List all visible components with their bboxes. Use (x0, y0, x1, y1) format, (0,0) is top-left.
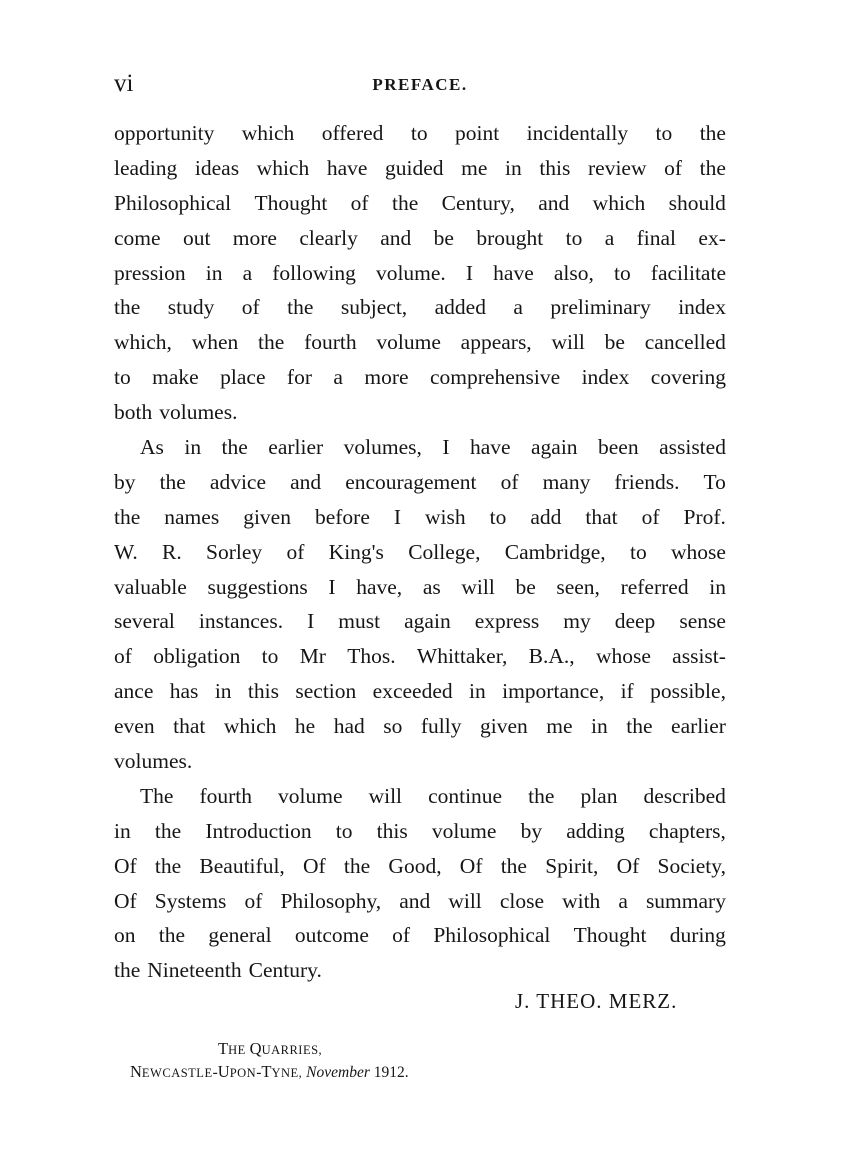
text-line (114, 116, 726, 151)
word: if (620, 679, 634, 704)
dateline-house: THE QUARRIES, (218, 1039, 323, 1058)
word: names (164, 504, 220, 529)
page-number: vi (114, 70, 134, 97)
word: should (668, 190, 726, 215)
word: volume (431, 818, 497, 843)
word: which (256, 155, 310, 180)
word: fully (420, 714, 462, 739)
word: to (335, 818, 353, 843)
word: on (114, 923, 136, 948)
word: and (399, 888, 431, 913)
word: to (629, 539, 647, 564)
word: to (261, 644, 279, 669)
word: assist- (672, 644, 726, 669)
word: seen, (556, 574, 600, 599)
word: in (184, 435, 202, 460)
word: comprehensive (430, 365, 561, 390)
word: of (664, 155, 683, 180)
text-line (114, 395, 726, 430)
word: importance, (502, 679, 605, 704)
word: in (505, 155, 522, 180)
word: to (655, 121, 673, 145)
word: Systems (154, 888, 227, 913)
running-title: PREFACE. (372, 75, 468, 94)
text-line (114, 709, 726, 744)
word: and (538, 190, 570, 215)
word: of (641, 504, 660, 529)
word: in (469, 679, 486, 704)
word: I (328, 574, 336, 599)
word: whose (595, 644, 651, 669)
word: be (604, 330, 625, 355)
word: instances. (198, 609, 284, 634)
word: will (551, 330, 585, 355)
word: continue (428, 783, 503, 808)
word: Spirit, (545, 853, 599, 878)
word: preliminary (550, 295, 651, 320)
text-line (114, 465, 726, 500)
word: before (314, 504, 370, 529)
word: in (214, 679, 232, 704)
word: the (343, 853, 371, 878)
word: As (140, 435, 164, 460)
text-line (114, 325, 726, 360)
word: pression (114, 260, 186, 285)
word: Of (114, 853, 137, 878)
word: a (618, 888, 628, 913)
word: earlier (671, 714, 726, 739)
word: added (434, 295, 486, 320)
word: encouragement (345, 469, 477, 494)
word: of (286, 539, 305, 564)
word: the (154, 818, 182, 843)
text-line (114, 256, 726, 291)
word: many (542, 469, 591, 494)
word: for (286, 365, 312, 390)
text-line (114, 814, 726, 849)
word: the (699, 155, 726, 180)
word: the (114, 958, 141, 983)
word: I (442, 435, 450, 460)
word: again (404, 609, 451, 634)
preface-body (114, 116, 726, 988)
word: out (182, 225, 211, 250)
word: volume (278, 783, 343, 808)
word: with (562, 888, 601, 913)
word: a (242, 260, 253, 285)
dateline-town: NEWCASTLE-UPON-TYNE, (130, 1062, 303, 1081)
word: volume (376, 330, 441, 355)
word: King's (328, 539, 384, 564)
word: again (531, 435, 578, 460)
word: during (669, 923, 726, 948)
word: Mr (299, 644, 326, 669)
word: appears, (460, 330, 532, 355)
word: whose (671, 539, 726, 564)
word: guided (385, 155, 444, 180)
word: section (295, 679, 357, 704)
word: as (422, 574, 441, 599)
word: Of (459, 853, 483, 878)
word: to (613, 260, 631, 285)
word: study (167, 295, 215, 320)
word: the (699, 121, 726, 145)
word: general (208, 923, 272, 948)
word: review (588, 155, 647, 180)
word: incidentally (526, 121, 629, 145)
text-line (114, 779, 726, 814)
word: a (604, 225, 615, 250)
text-line (114, 151, 726, 186)
word: following (272, 260, 356, 285)
word: this (539, 155, 571, 180)
text-line (114, 639, 726, 674)
word: more (364, 365, 409, 390)
text-line (114, 674, 726, 709)
word: the (528, 783, 555, 808)
word: Thought (573, 923, 647, 948)
word: to (114, 365, 131, 390)
word: given (479, 714, 528, 739)
word: be (515, 574, 536, 599)
word: me (546, 714, 573, 739)
word: me (461, 155, 488, 180)
word: Whittaker, (416, 644, 508, 669)
text-line (114, 849, 726, 884)
word: Philosophical (114, 190, 232, 215)
word: have (469, 435, 511, 460)
word: Nineteenth (147, 958, 242, 983)
word: Prof. (683, 504, 726, 529)
word: W. (114, 539, 138, 564)
word: brought (476, 225, 544, 250)
author-signature: J. THEO. MERZ. (515, 989, 678, 1013)
word: by (114, 469, 136, 494)
word: index (581, 365, 630, 390)
word: Introduction (205, 818, 312, 843)
word: of (350, 190, 369, 215)
word: referred (620, 574, 689, 599)
word: when (191, 330, 239, 355)
word: outcome (294, 923, 369, 948)
word: plan (580, 783, 618, 808)
word: summary (645, 888, 726, 913)
word: to (410, 121, 428, 145)
word: ideas (194, 155, 240, 180)
word: volumes. (159, 400, 238, 425)
word: both (114, 400, 153, 425)
word: facilitate (650, 260, 726, 285)
word: assisted (659, 435, 726, 460)
word: this (376, 818, 408, 843)
word: subject, (340, 295, 408, 320)
word: Of (303, 853, 326, 878)
word: the (154, 853, 182, 878)
word: deep (614, 609, 656, 634)
word: covering (650, 365, 726, 390)
word: Sorley (206, 539, 263, 564)
word: have (493, 260, 534, 285)
word: of (244, 888, 263, 913)
word: Philosophy, (280, 888, 382, 913)
word: the (500, 853, 527, 878)
text-line (114, 570, 726, 605)
dateline (130, 1038, 442, 1084)
word: to (565, 225, 583, 250)
word: more (232, 225, 277, 250)
word: so (383, 714, 403, 739)
word: which (592, 190, 646, 215)
word: I (393, 504, 402, 529)
word: will (461, 574, 495, 599)
word: in (114, 818, 131, 843)
word: have (326, 155, 368, 180)
word: the (626, 714, 653, 739)
word: which, (114, 330, 172, 355)
word: Philosophical (433, 923, 551, 948)
word: been (598, 435, 639, 460)
dateline-location (130, 1061, 442, 1084)
word: possible, (650, 679, 726, 704)
word: volume. (375, 260, 446, 285)
word: offered (321, 121, 384, 145)
word: be (433, 225, 454, 250)
word: to (489, 504, 507, 529)
word: Society, (657, 853, 726, 878)
word: To (703, 469, 726, 494)
word: that (173, 714, 206, 739)
word: Century. (248, 958, 322, 983)
word: a (513, 295, 523, 320)
word: index (678, 295, 726, 320)
text-line (114, 500, 726, 535)
text-line (114, 360, 726, 395)
word: make (152, 365, 199, 390)
word: described (643, 783, 726, 808)
word: fourth (199, 783, 253, 808)
word: which (223, 714, 277, 739)
word: in (709, 574, 726, 599)
word: place (220, 365, 266, 390)
word: ex- (698, 225, 726, 250)
word: and (290, 469, 322, 494)
word: close (499, 888, 545, 913)
word: The (140, 783, 174, 808)
word: valuable (114, 574, 187, 599)
word: B.A., (528, 644, 575, 669)
word: will (368, 783, 403, 808)
word: the (114, 295, 141, 320)
word: in (205, 260, 223, 285)
word: advice (209, 469, 267, 494)
word: chapters, (648, 818, 726, 843)
text-line (114, 744, 726, 779)
dateline-month: November (306, 1064, 370, 1081)
word: my (563, 609, 591, 634)
word: sense (679, 609, 726, 634)
word: of (241, 295, 260, 320)
word: the (158, 923, 186, 948)
word: the (258, 330, 285, 355)
word: earlier (268, 435, 324, 460)
word: by (520, 818, 543, 843)
word: add (530, 504, 562, 529)
word: obligation (153, 644, 241, 669)
word: and (380, 225, 412, 250)
word: I (465, 260, 474, 285)
word: Good, (388, 853, 442, 878)
word: he (294, 714, 316, 739)
word: several (114, 609, 175, 634)
word: the (391, 190, 419, 215)
word: final (636, 225, 677, 250)
text-line (114, 430, 726, 465)
word: of (392, 923, 411, 948)
word: adding (566, 818, 625, 843)
word: also, (553, 260, 594, 285)
text-line (114, 918, 726, 953)
word: which (241, 121, 295, 145)
text-line (114, 186, 726, 221)
word: the (221, 435, 248, 460)
text-line (114, 290, 726, 325)
word: leading (114, 155, 178, 180)
word: of (500, 469, 519, 494)
word: of (114, 644, 132, 669)
word: must (338, 609, 381, 634)
word: Of (616, 853, 640, 878)
word: ance (114, 679, 154, 704)
word: have, (356, 574, 403, 599)
word: this (247, 679, 279, 704)
word: volumes, (343, 435, 422, 460)
word: suggestions (207, 574, 308, 599)
word: had (333, 714, 365, 739)
word: that (585, 504, 618, 529)
word: Century, (441, 190, 515, 215)
word: will (448, 888, 482, 913)
word: in (591, 714, 608, 739)
word: come (114, 225, 161, 250)
word: cancelled (644, 330, 726, 355)
word: even (114, 714, 155, 739)
text-line (114, 535, 726, 570)
word: exceeded (372, 679, 453, 704)
word: the (287, 295, 314, 320)
word: volumes. (114, 749, 193, 774)
text-line (114, 221, 726, 256)
word: given (243, 504, 291, 529)
text-line (114, 604, 726, 639)
word: point (455, 121, 500, 145)
dateline-year: 1912. (373, 1064, 409, 1081)
word: clearly (299, 225, 358, 250)
dateline-address (130, 1038, 442, 1061)
word: I (307, 609, 315, 634)
word: has (169, 679, 199, 704)
word: a (333, 365, 343, 390)
word: Thos. (347, 644, 396, 669)
word: express (474, 609, 540, 634)
word: fourth (304, 330, 357, 355)
word: friends. (614, 469, 680, 494)
word: the (114, 504, 141, 529)
word: Beautiful, (199, 853, 285, 878)
word: opportunity (114, 121, 215, 145)
word: Thought (254, 190, 328, 215)
word: Of (114, 888, 137, 913)
word: College, (408, 539, 481, 564)
word: Cambridge, (504, 539, 606, 564)
running-head (114, 68, 726, 100)
word: R. (162, 539, 182, 564)
text-line (114, 884, 726, 919)
word: the (159, 469, 186, 494)
word: wish (425, 504, 466, 529)
